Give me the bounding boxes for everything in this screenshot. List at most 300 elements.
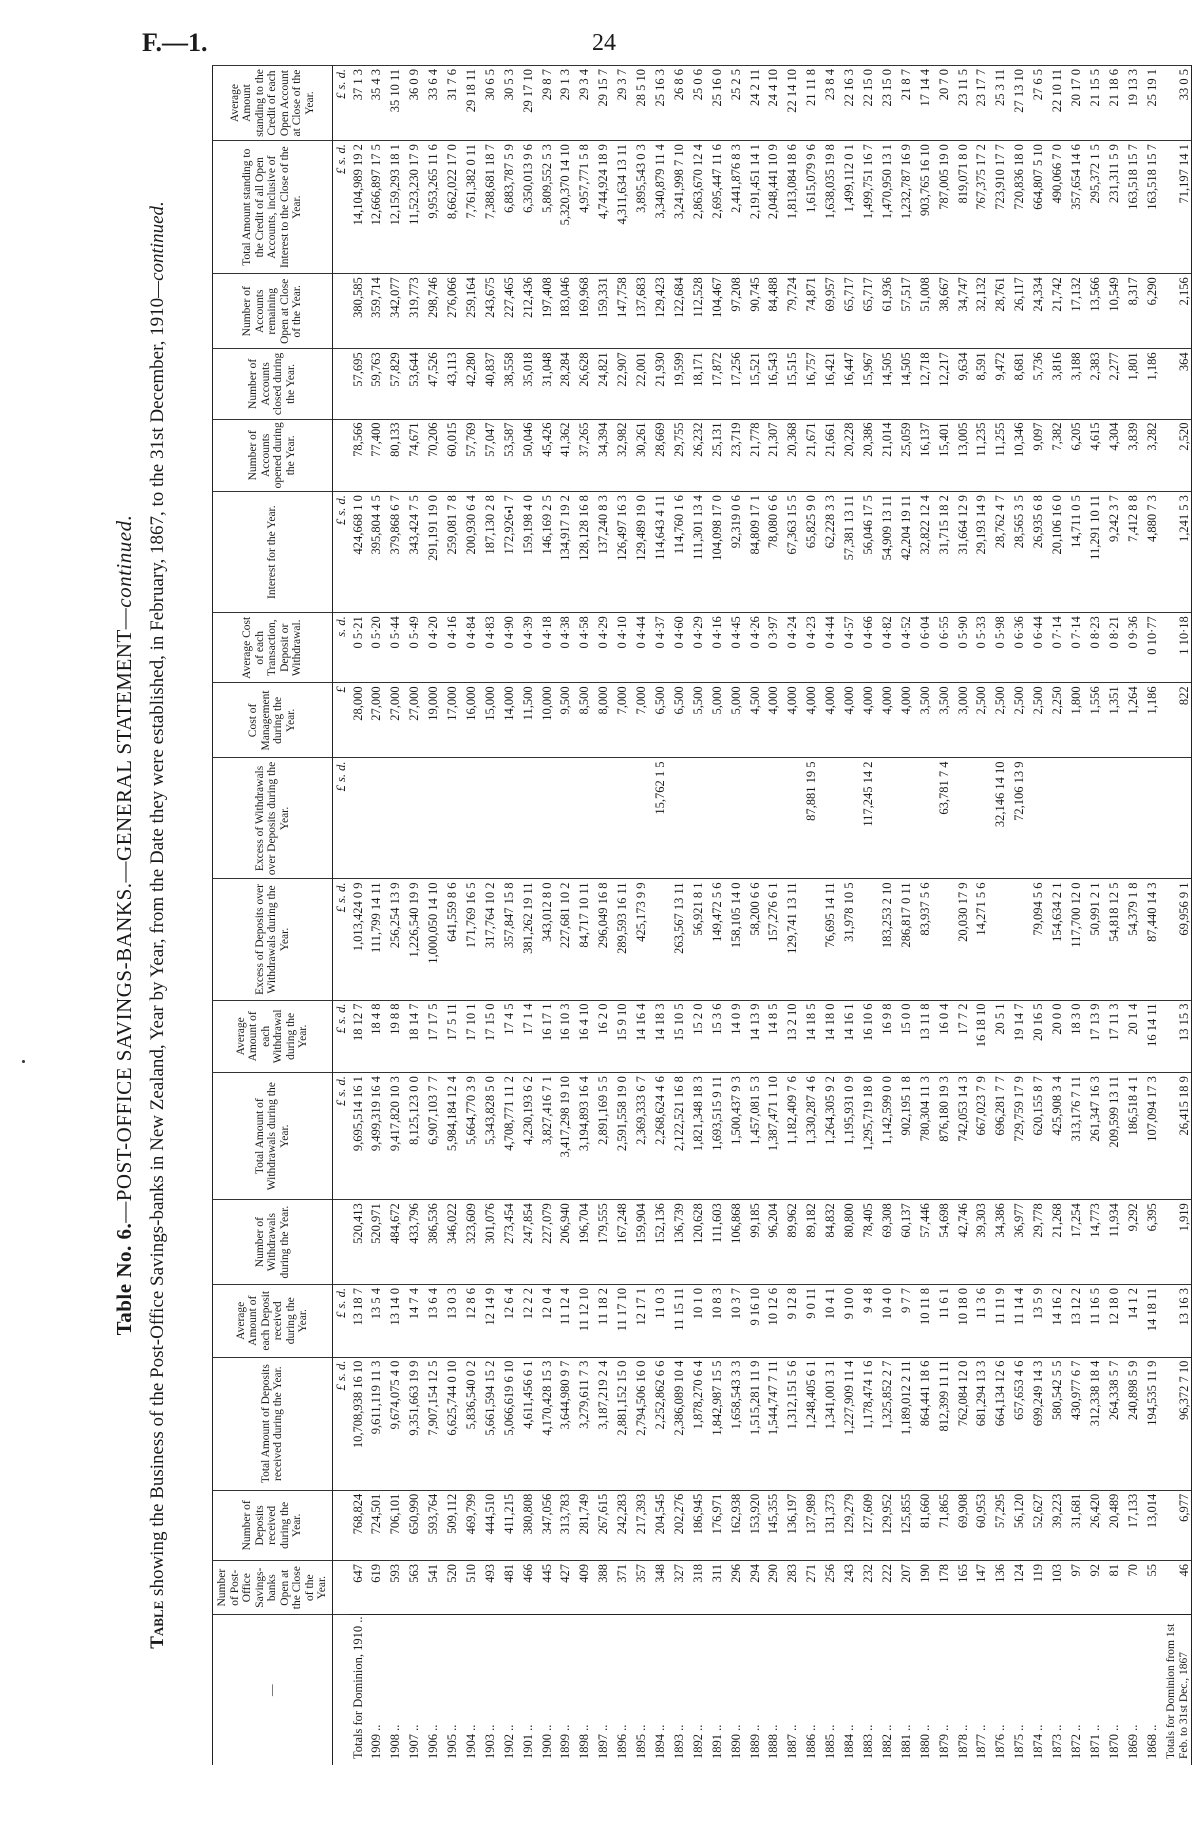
- table-cell: 243: [840, 1560, 859, 1614]
- table-cell: 87,440 14 3: [1143, 879, 1162, 1000]
- table-cell: 96,372 7 10: [1161, 1357, 1192, 1490]
- table-cell: 84,832: [821, 1200, 840, 1285]
- table-cell: 14 16 4: [632, 1000, 651, 1073]
- table-cell: 19 13 3: [1124, 66, 1143, 141]
- table-cell: 3,816: [1048, 349, 1067, 419]
- table-cell: 2,369,333 6 7: [632, 1073, 651, 1200]
- table-cell: 129,279: [840, 1490, 859, 1560]
- table-cell: 52,627: [1029, 1490, 1048, 1560]
- table-row: [1124, 66, 1143, 1766]
- table-cell: 281,749: [575, 1490, 594, 1560]
- table-cell: 0 4·16: [443, 613, 462, 683]
- table-cell: 5,736: [1029, 349, 1048, 419]
- table-cell: 4,500: [746, 683, 765, 758]
- table-cell: [443, 758, 462, 879]
- unit-cell: £ s. d.: [332, 1284, 349, 1357]
- table-cell: 15 10 5: [670, 1000, 689, 1073]
- row-label: 1893 ..: [670, 1615, 689, 1765]
- table-cell: 20 7 0: [935, 66, 954, 141]
- row-label: 1909 ..: [367, 1615, 386, 1765]
- table-cell: [575, 758, 594, 879]
- table-cell: 20 0 0: [1048, 1000, 1067, 1073]
- table-cell: 5,343,828 5 0: [481, 1073, 500, 1200]
- table-cell: 19,599: [670, 349, 689, 419]
- table-cell: 5,000: [708, 683, 727, 758]
- table-cell: 69,956 9 1: [1161, 879, 1192, 1000]
- column-header: Number of Post-Office Savings-banks Open at the Close of the Year.: [213, 1560, 333, 1614]
- row-label: Totals for Dominion, 1910 ..: [349, 1615, 368, 1765]
- table-cell: 28,000: [349, 683, 368, 758]
- table-cell: 59,763: [367, 349, 386, 419]
- table-cell: 47,526: [424, 349, 443, 419]
- table-cell: 1,186: [1143, 683, 1162, 758]
- table-cell: 3,000: [954, 683, 973, 758]
- table-cell: 20,030 17 9: [954, 879, 973, 1000]
- row-label: 1899 ..: [556, 1615, 575, 1765]
- table-cell: 3,500: [935, 683, 954, 758]
- table-cell: 14 18 11: [1143, 1284, 1162, 1357]
- table-cell: [1161, 758, 1192, 879]
- table-cell: 57,769: [462, 419, 481, 492]
- table-cell: 51,008: [916, 274, 935, 349]
- table-cell: [1048, 758, 1067, 879]
- table-cell: 32,132: [972, 274, 991, 349]
- table-cell: 2,500: [1010, 683, 1029, 758]
- table-cell: 9 16 10: [746, 1284, 765, 1357]
- table-cell: 6,977: [1161, 1490, 1192, 1560]
- table-cell: 26 8 6: [670, 66, 689, 141]
- unit-cell: £: [332, 683, 349, 758]
- table-cell: 1,515,281 11 9: [746, 1357, 765, 1490]
- table-cell: [1143, 758, 1162, 879]
- table-cell: 227,079: [538, 1200, 557, 1285]
- table-cell: 9,242 3 7: [1105, 492, 1124, 613]
- table-cell: 29 3 7: [613, 66, 632, 141]
- table-cell: 6,205: [1067, 419, 1086, 492]
- table-cell: 13 12 2: [1067, 1284, 1086, 1357]
- table-cell: 1,638,035 19 8: [821, 141, 840, 274]
- table-cell: 129,952: [878, 1490, 897, 1560]
- table-cell: 21,307: [764, 419, 783, 492]
- column-header: Excess of Deposits over Withdrawals during the Year.: [213, 879, 333, 1000]
- table-cell: 54,909 13 11: [878, 492, 897, 613]
- row-label: 1889 ..: [746, 1615, 765, 1765]
- table-cell: 4,708,771 11 2: [500, 1073, 519, 1200]
- column-header: Average Amount of each Withdrawal during the Year.: [213, 1000, 333, 1073]
- table-cell: 17 4 5: [500, 1000, 519, 1073]
- table-cell: 256: [821, 1560, 840, 1614]
- table-cell: 128,128 16 8: [575, 492, 594, 613]
- column-header: —: [213, 1615, 333, 1765]
- table-cell: 30,261: [632, 419, 651, 492]
- table-cell: 54,818 12 5: [1105, 879, 1124, 1000]
- table-cell: 21,778: [746, 419, 765, 492]
- table-cell: 22,907: [613, 349, 632, 419]
- table-cell: 5,984,184 12 4: [443, 1073, 462, 1200]
- table-row: [481, 66, 500, 1766]
- table-cell: 17,000: [443, 683, 462, 758]
- table-cell: 39,223: [1048, 1490, 1067, 1560]
- table-cell: 2,268,624 4 6: [651, 1073, 670, 1200]
- row-label: 1894 ..: [651, 1615, 670, 1765]
- table-cell: 0 6·04: [916, 613, 935, 683]
- table-cell: 4,000: [764, 683, 783, 758]
- table-cell: 3,241,998 7 10: [670, 141, 689, 274]
- table-cell: 28,761: [991, 274, 1010, 349]
- table-cell: 357,847 15 8: [500, 879, 519, 1000]
- table-cell: 57,695: [349, 349, 368, 419]
- table-cell: 37,265: [575, 419, 594, 492]
- table-cell: 9,953,265 11 6: [424, 141, 443, 274]
- table-cell: [727, 758, 746, 879]
- table-cell: 2,500: [991, 683, 1010, 758]
- table-cell: 0 6·44: [1029, 613, 1048, 683]
- table-cell: 271: [802, 1560, 821, 1614]
- table-cell: 484,672: [386, 1200, 405, 1285]
- table-cell: 25,059: [897, 419, 916, 492]
- table-cell: 11 17 10: [613, 1284, 632, 1357]
- table-cell: 347,056: [538, 1490, 557, 1560]
- table-cell: 593,764: [424, 1490, 443, 1560]
- table-cell: 15,401: [935, 419, 954, 492]
- table-cell: 31 7 6: [443, 66, 462, 141]
- table-cell: 11,500: [519, 683, 538, 758]
- table-cell: 812,399 11 11: [935, 1357, 954, 1490]
- row-label: 1906 ..: [424, 1615, 443, 1765]
- table-cell: 311: [708, 1560, 727, 1614]
- table-cell: 295,372 1 5: [1086, 141, 1105, 274]
- table-cell: 163,518 15 7: [1124, 141, 1143, 274]
- table-cell: 31,715 18 2: [935, 492, 954, 613]
- table-row: [935, 66, 954, 1766]
- table-cell: 264,338 5 7: [1105, 1357, 1124, 1490]
- unit-cell: [332, 419, 349, 492]
- table-cell: 6,625,744 0 10: [443, 1357, 462, 1490]
- table-cell: 57,517: [897, 274, 916, 349]
- table-cell: [821, 758, 840, 879]
- table-cell: 0 4·18: [538, 613, 557, 683]
- table-cell: 667,023 7 9: [972, 1073, 991, 1200]
- table-cell: 657,653 4 6: [1010, 1357, 1029, 1490]
- table-cell: 2,122,521 16 8: [670, 1073, 689, 1200]
- table-cell: 23 11 5: [954, 66, 973, 141]
- table-cell: 1,178,474 1 6: [859, 1357, 878, 1490]
- table-cell: 1,013,424 0 9: [349, 879, 368, 1000]
- table-cell: 9,695,514 16 1: [349, 1073, 368, 1200]
- table-cell: 3,827,416 7 1: [538, 1073, 557, 1200]
- table-cell: [1105, 758, 1124, 879]
- row-label: 1886 ..: [802, 1615, 821, 1765]
- table-cell: 11 11 9: [991, 1284, 1010, 1357]
- column-header: Number of Deposits received during the Year.: [213, 1490, 333, 1560]
- table-cell: 1,500,437 9 3: [727, 1073, 746, 1200]
- table-cell: 129,741 13 11: [783, 879, 802, 1000]
- table-cell: 23 17 7: [972, 66, 991, 141]
- table-cell: 9,351,663 19 9: [405, 1357, 424, 1490]
- table-cell: 28,284: [556, 349, 575, 419]
- table-cell: [651, 879, 670, 1000]
- table-row: [500, 66, 519, 1766]
- table-cell: 27 6 5: [1029, 66, 1048, 141]
- table-cell: 26,420: [1086, 1490, 1105, 1560]
- units-row: [332, 66, 349, 1766]
- table-cell: 2,695,447 11 6: [708, 141, 727, 274]
- table-cell: 371: [613, 1560, 632, 1614]
- table-cell: 24 2 11: [746, 66, 765, 141]
- table-cell: 6,883,787 5 9: [500, 141, 519, 274]
- column-header: Average Amount standing to the Credit of each Open Account at Close of the Year.: [213, 66, 333, 141]
- table-cell: 8,500: [575, 683, 594, 758]
- table-cell: 35,018: [519, 349, 538, 419]
- table-row: [897, 66, 916, 1766]
- table-cell: [1086, 758, 1105, 879]
- table-cell: 762,084 12 0: [954, 1357, 973, 1490]
- table-cell: 16 9 8: [878, 1000, 897, 1073]
- table-cell: 15 3 6: [708, 1000, 727, 1073]
- table-cell: 699,249 14 3: [1029, 1357, 1048, 1490]
- table-cell: 0 4·23: [802, 613, 821, 683]
- table-cell: 69,308: [878, 1200, 897, 1285]
- table-cell: [689, 758, 708, 879]
- table-row: [708, 66, 727, 1766]
- table-cell: 31,048: [538, 349, 557, 419]
- table-cell: 26,628: [575, 349, 594, 419]
- table-cell: 57,446: [916, 1200, 935, 1285]
- table-cell: 10 11 8: [916, 1284, 935, 1357]
- table-cell: 17,872: [708, 349, 727, 419]
- table-cell: 1,556: [1086, 683, 1105, 758]
- table-cell: 17 14 4: [916, 66, 935, 141]
- table-cell: 27,000: [405, 683, 424, 758]
- table-cell: 196,704: [575, 1200, 594, 1285]
- table-cell: 7,907,154 12 5: [424, 1357, 443, 1490]
- table-cell: 9 4 8: [859, 1284, 878, 1357]
- table-cell: 10 4 1: [821, 1284, 840, 1357]
- table-cell: 21 8 7: [897, 66, 916, 141]
- table-cell: 0 4·38: [556, 613, 575, 683]
- table-cell: 3,279,611 7 3: [575, 1357, 594, 1490]
- table-cell: 11 18 2: [594, 1284, 613, 1357]
- row-label: Totals for Dominion from 1st Feb. to 31st Dec., 1867: [1161, 1615, 1192, 1765]
- table-cell: 9,611,119 11 3: [367, 1357, 386, 1490]
- table-cell: 580,542 5 5: [1048, 1357, 1067, 1490]
- table-cell: 165: [954, 1560, 973, 1614]
- table-cell: 29 15 7: [594, 66, 613, 141]
- table-cell: 149,472 5 6: [708, 879, 727, 1000]
- table-cell: 346,022: [443, 1200, 462, 1285]
- table-cell: 767,375 17 2: [972, 141, 991, 274]
- table-cell: 1,615,079 9 6: [802, 141, 821, 274]
- table-cell: 14 7 4: [405, 1284, 424, 1357]
- table-cell: 56,120: [1010, 1490, 1029, 1560]
- table-cell: 57,295: [991, 1490, 1010, 1560]
- table-cell: 5,836,540 0 2: [462, 1357, 481, 1490]
- table-cell: 379,868 6 7: [386, 492, 405, 613]
- table-cell: 97: [1067, 1560, 1086, 1614]
- table-cell: [935, 879, 954, 1000]
- table-cell: 81: [1105, 1560, 1124, 1614]
- table-cell: 2,277: [1105, 349, 1124, 419]
- table-cell: 14 16 1: [840, 1000, 859, 1073]
- table-cell: 425,908 3 4: [1048, 1073, 1067, 1200]
- table-cell: 114,643 4 11: [651, 492, 670, 613]
- table-cell: 13 5 9: [1029, 1284, 1048, 1357]
- table-row: [651, 66, 670, 1766]
- table-cell: 20,228: [840, 419, 859, 492]
- table-cell: [764, 758, 783, 879]
- table-cell: 15 2 0: [689, 1000, 708, 1073]
- table-cell: 14 18 5: [802, 1000, 821, 1073]
- table-cell: 11,523,230 17 9: [405, 141, 424, 274]
- table-caption: [108, 55, 171, 1795]
- table-cell: [367, 758, 386, 879]
- table-cell: 8,662,022 17 0: [443, 141, 462, 274]
- row-label: 1905 ..: [443, 1615, 462, 1765]
- row-label: 1881 ..: [897, 1615, 916, 1765]
- table-cell: [670, 758, 689, 879]
- table-cell: 69,957: [821, 274, 840, 349]
- table-cell: 3,500: [916, 683, 935, 758]
- table-cell: 0 8·21: [1105, 613, 1124, 683]
- table-cell: 247,854: [519, 1200, 538, 1285]
- table-cell: 3,340,879 11 4: [651, 141, 670, 274]
- table-cell: 411,215: [500, 1490, 519, 1560]
- table-cell: 29,193 14 9: [972, 492, 991, 613]
- table-cell: 3,839: [1124, 419, 1143, 492]
- table-cell: 22 16 3: [840, 66, 859, 141]
- table-cell: 154,634 2 1: [1048, 879, 1067, 1000]
- unit-cell: [332, 1490, 349, 1560]
- table-cell: 28,669: [651, 419, 670, 492]
- table-cell: 125,855: [897, 1490, 916, 1560]
- table-cell: 35 4 3: [367, 66, 386, 141]
- table-cell: [405, 758, 424, 879]
- table-cell: 9 7 7: [897, 1284, 916, 1357]
- table-cell: 0 4·20: [424, 613, 443, 683]
- table-cell: 1,325,852 2 7: [878, 1357, 897, 1490]
- column-header: Total Amount of Withdrawals during the Year.: [213, 1073, 333, 1200]
- column-header: Total Amount standing to the Credit of all Open Accounts, inclusive of Interest to the Close of the Year.: [213, 141, 333, 274]
- table-cell: 9 0 11: [802, 1284, 821, 1357]
- table-cell: 0 6·55: [935, 613, 954, 683]
- table-cell: 29 17 10: [519, 66, 538, 141]
- table-cell: 4,000: [840, 683, 859, 758]
- table-cell: 25 3 11: [991, 66, 1010, 141]
- table-cell: 12 17 1: [632, 1284, 651, 1357]
- table-cell: 14,505: [878, 349, 897, 419]
- table-cell: 0 5·20: [367, 613, 386, 683]
- table-cell: 29 8 7: [538, 66, 557, 141]
- table-row: [916, 66, 935, 1766]
- row-label: 1872 ..: [1067, 1615, 1086, 1765]
- table-cell: 19 8 8: [386, 1000, 405, 1073]
- table-cell: 2,191,451 14 1: [746, 141, 765, 274]
- table-cell: [632, 758, 651, 879]
- table-cell: 1,457,081 5 3: [746, 1073, 765, 1200]
- table-cell: 167,248: [613, 1200, 632, 1285]
- table-cell: 21 11 8: [802, 66, 821, 141]
- table-cell: 32,982: [613, 419, 632, 492]
- table-subtitle-text: showing the Business of the Post-Office Savings-banks in New Zealand, Year by Year, from the Date they were established, in February, 1867, to the 31st December, 1910: [147, 297, 168, 1601]
- table-cell: 159,331: [594, 274, 613, 349]
- table-cell: 169,968: [575, 274, 594, 349]
- table-cell: 864,441 18 6: [916, 1357, 935, 1490]
- table-row: [878, 66, 897, 1766]
- table-cell: 319,773: [405, 274, 424, 349]
- table-cell: 4,880 7 3: [1143, 492, 1162, 613]
- table-row: [519, 66, 538, 1766]
- table-cell: 14 8 5: [764, 1000, 783, 1073]
- table-cell: 14 18 0: [821, 1000, 840, 1073]
- table-cell: 380,585: [349, 274, 368, 349]
- table-row: [670, 66, 689, 1766]
- table-cell: 15,967: [859, 349, 878, 419]
- table-cell: 36,977: [1010, 1200, 1029, 1285]
- table-cell: 11 6 1: [935, 1284, 954, 1357]
- table-cell: 593: [386, 1560, 405, 1614]
- table-cell: 490,066 7 0: [1048, 141, 1067, 274]
- table-cell: 301,076: [481, 1200, 500, 1285]
- table-cell: 124: [1010, 1560, 1029, 1614]
- table-cell: 50,991 2 1: [1086, 879, 1105, 1000]
- table-cell: 664,134 12 6: [991, 1357, 1010, 1490]
- table-cell: 17 5 11: [443, 1000, 462, 1073]
- table-cell: 903,765 16 10: [916, 141, 935, 274]
- table-cell: 16 17 1: [538, 1000, 557, 1073]
- table-cell: 1,195,931 0 9: [840, 1073, 859, 1200]
- table-row: [727, 66, 746, 1766]
- table-cell: [519, 758, 538, 879]
- table-cell: 14,271 5 6: [972, 879, 991, 1000]
- unit-cell: £ s. d.: [332, 1000, 349, 1073]
- savings-bank-statistics-table: [212, 65, 1192, 1765]
- table-cell: 104,098 17 0: [708, 492, 727, 613]
- table-cell: 12 2 2: [519, 1284, 538, 1357]
- unit-cell: [332, 274, 349, 349]
- table-cell: 146,169 2 5: [538, 492, 557, 613]
- table-cell: 1,821,348 18 3: [689, 1073, 708, 1200]
- table-cell: 1,248,405 6 1: [802, 1357, 821, 1490]
- table-row: [462, 66, 481, 1766]
- table-cell: 25 16 3: [651, 66, 670, 141]
- table-cell: 17,256: [727, 349, 746, 419]
- table-cell: 286,817 0 11: [897, 879, 916, 1000]
- table-cell: 6,290: [1143, 274, 1162, 349]
- table-cell: 122,684: [670, 274, 689, 349]
- table-cell: 84,809 17 1: [746, 492, 765, 613]
- table-cell: 1,241 5 3: [1161, 492, 1192, 613]
- table-cell: 0 4·37: [651, 613, 670, 683]
- table-cell: 7,000: [632, 683, 651, 758]
- table-cell: 510: [462, 1560, 481, 1614]
- table-cell: 27 13 10: [1010, 66, 1029, 141]
- row-label: 1897 ..: [594, 1615, 613, 1765]
- table-cell: [1010, 879, 1029, 1000]
- table-cell: 9,417,820 10 3: [386, 1073, 405, 1200]
- table-cell: 720,836 18 0: [1010, 141, 1029, 274]
- table-cell: 3,282: [1143, 419, 1162, 492]
- table-cell: 134,917 19 2: [556, 492, 575, 613]
- table-cell: 136,739: [670, 1200, 689, 1285]
- table-cell: 26,415 18 9: [1161, 1073, 1192, 1200]
- table-cell: 34,747: [954, 274, 973, 349]
- table-cell: 425,173 9 9: [632, 879, 651, 1000]
- table-cell: 4,615: [1086, 419, 1105, 492]
- table-cell: 209,599 13 11: [1105, 1073, 1124, 1200]
- table-cell: 25,131: [708, 419, 727, 492]
- table-cell: 34,394: [594, 419, 613, 492]
- table-title-text: —POST-OFFICE SAVINGS-BANKS.—GENERAL STATEMENT—: [112, 607, 136, 1223]
